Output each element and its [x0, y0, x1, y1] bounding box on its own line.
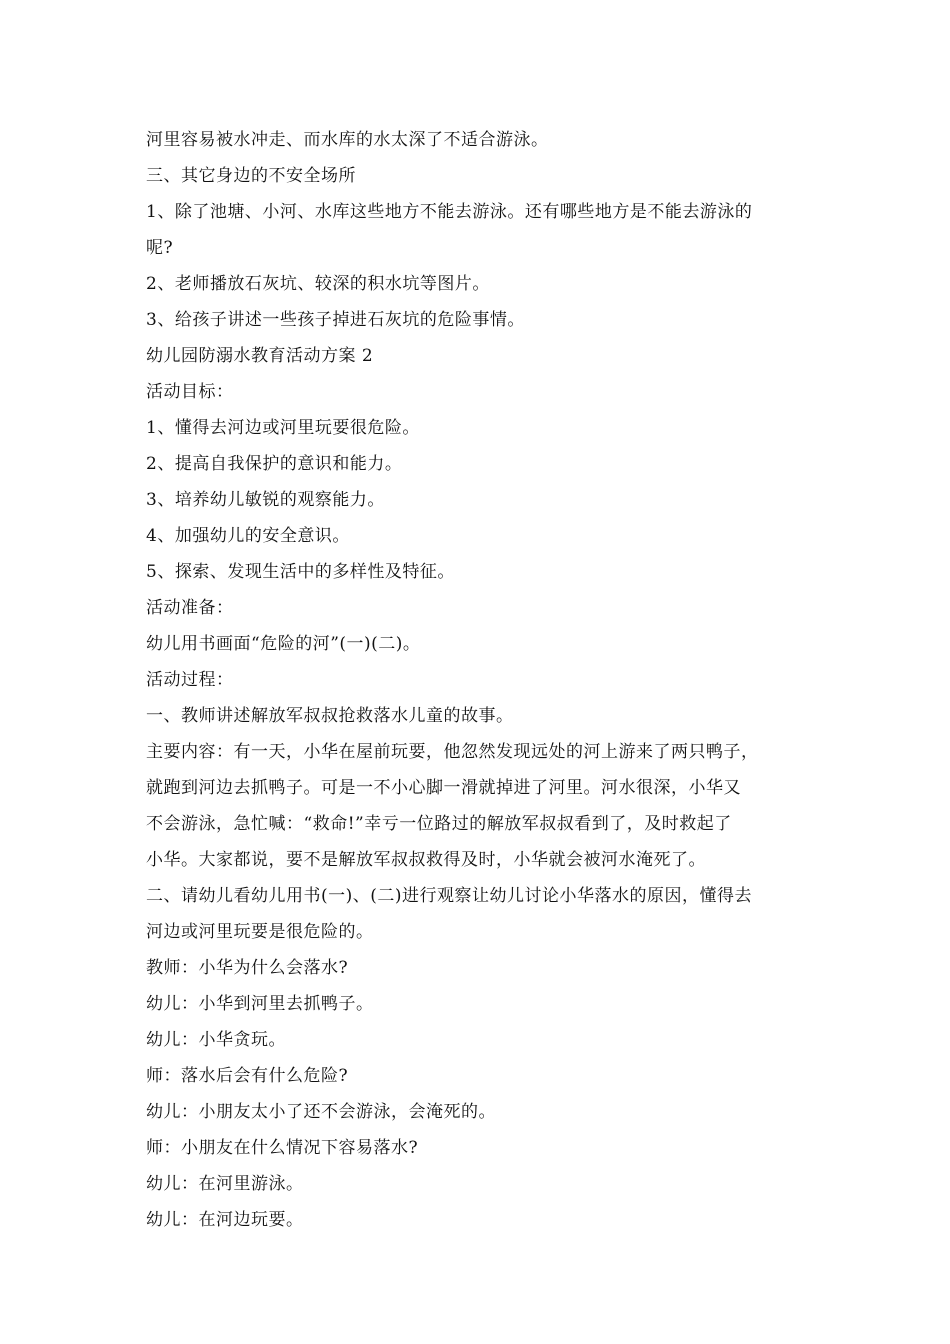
list-item: 1、懂得去河边或河里玩要很危险。 [146, 418, 420, 438]
dialogue-line: 师：小朋友在什么情况下容易落水? [146, 1138, 419, 1158]
list-item: 5、探索、发现生活中的多样性及特征。 [146, 562, 455, 582]
list-item: 2、提高自我保护的意识和能力。 [146, 454, 403, 474]
section-heading: 三、其它身边的不安全场所 [146, 166, 356, 186]
dialogue-line: 幼儿：小华贪玩。 [146, 1030, 286, 1050]
text-line: 小华。大家都说，要不是解放军叔叔救得及时，小华就会被河水淹死了。 [146, 850, 706, 870]
text-line: 河边或河里玩要是很危险的。 [146, 922, 374, 942]
text-line: 3、给孩子讲述一些孩子掉进石灰坑的危险事情。 [146, 310, 525, 330]
text-line: 1、除了池塘、小河、水库这些地方不能去游泳。还有哪些地方是不能去游泳的 [146, 202, 753, 222]
section-heading: 活动过程： [146, 670, 234, 690]
text-line: 不会游泳，急忙喊：“救命!”幸亏一位路过的解放军叔叔看到了，及时救起了 [146, 814, 732, 834]
dialogue-line: 幼儿：在河里游泳。 [146, 1174, 304, 1194]
text-line: 2、老师播放石灰坑、较深的积水坑等图片。 [146, 274, 490, 294]
text-line: 幼儿用书画面“危险的河”(一)(二)。 [146, 634, 421, 654]
document-body [146, 122, 822, 1238]
dialogue-line: 幼儿：在河边玩要。 [146, 1210, 304, 1230]
text-line: 主要内容：有一天，小华在屋前玩要，他忽然发现远处的河上游来了两只鸭子， [146, 742, 759, 762]
section-heading: 一、教师讲述解放军叔叔抢救落水儿童的故事。 [146, 706, 514, 726]
section-heading: 活动目标： [146, 382, 234, 402]
list-item: 4、加强幼儿的安全意识。 [146, 526, 350, 546]
text-line: 河里容易被水冲走、而水库的水太深了不适合游泳。 [146, 130, 549, 150]
section-heading: 活动准备： [146, 598, 234, 618]
dialogue-line: 幼儿：小朋友太小了还不会游泳，会淹死的。 [146, 1102, 496, 1122]
text-line: 呢? [146, 238, 174, 258]
plan-title: 幼儿园防溺水教育活动方案 2 [146, 346, 374, 366]
text-line: 就跑到河边去抓鸭子。可是一不小心脚一滑就掉进了河里。河水很深，小华又 [146, 778, 741, 798]
dialogue-line: 教师：小华为什么会落水? [146, 958, 349, 978]
dialogue-line: 师：落水后会有什么危险? [146, 1066, 349, 1086]
dialogue-line: 幼儿：小华到河里去抓鸭子。 [146, 994, 374, 1014]
section-heading: 二、请幼儿看幼儿用书(一)、(二)进行观察让幼儿讨论小华落水的原因，懂得去 [146, 886, 753, 906]
list-item: 3、培养幼儿敏锐的观察能力。 [146, 490, 385, 510]
